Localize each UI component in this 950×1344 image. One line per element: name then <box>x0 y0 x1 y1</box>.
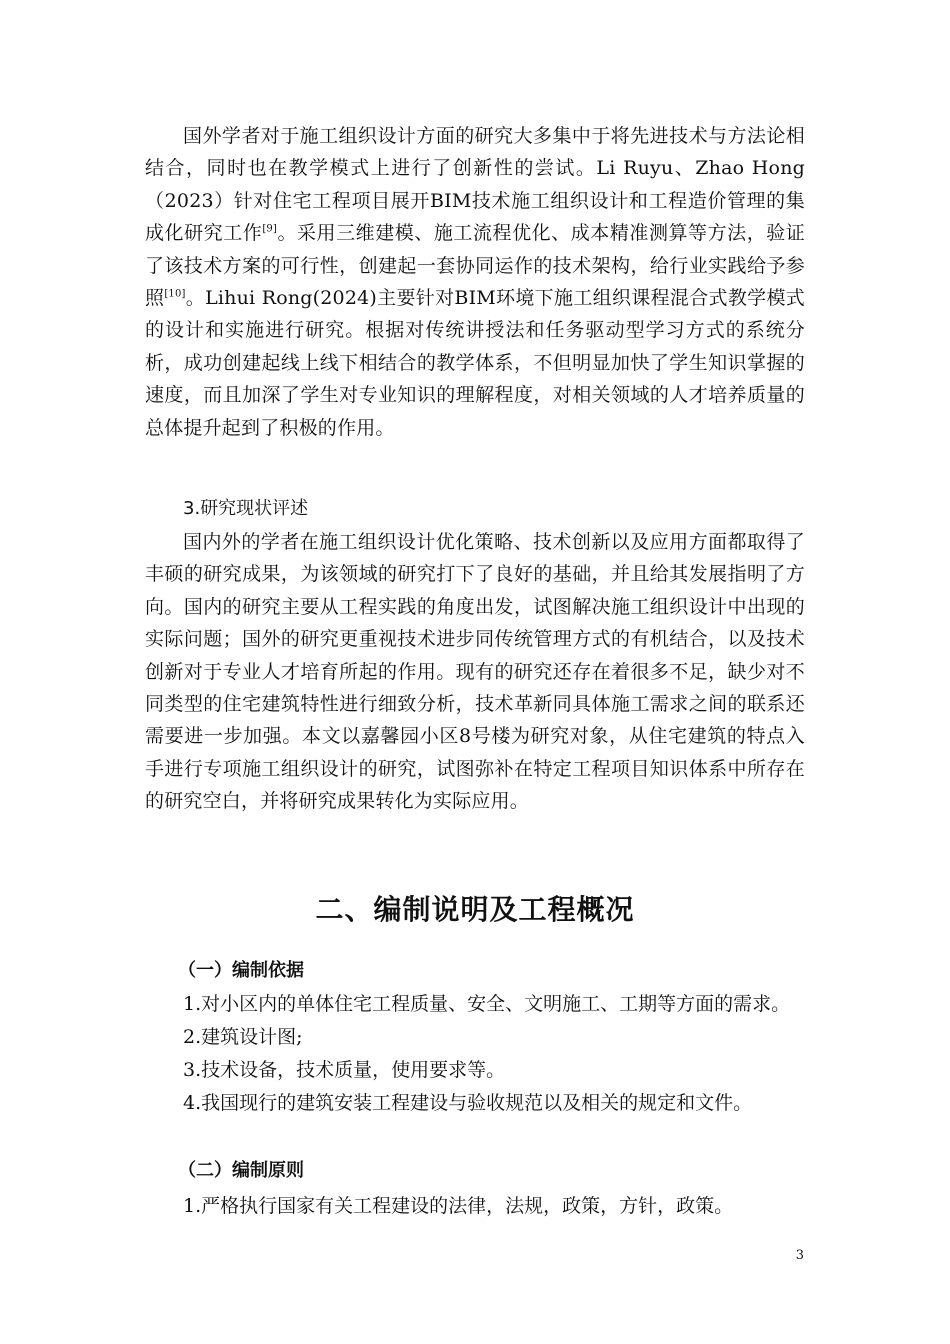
list-item: 3.技术设备，技术质量，使用要求等。 <box>183 1059 506 1081</box>
paragraph-foreign-part2: 。采用三维建模、施工流程优化、成本精准测算等方法，验证了该技术方案的可行性，创建起一套协同运作的技术架构，给行业实践给予参照 <box>145 222 806 310</box>
list-item: 1.对小区内的单体住宅工程质量、安全、文明施工、工期等方面的需求。 <box>183 993 791 1015</box>
list-item: 4.我国现行的建筑安装工程建设与验收规范以及相关的规定和文件。 <box>183 1092 753 1114</box>
principles-list <box>183 1190 733 1223</box>
page-number: 3 <box>795 1248 804 1263</box>
basis-list <box>183 988 790 1120</box>
subsection-title-review: 3.研究现状评述 <box>183 498 309 519</box>
chapter-title: 二、编制说明及工程概况 <box>315 893 635 926</box>
list-item: 2.建筑设计图; <box>183 1026 303 1048</box>
list-item: 1.严格执行国家有关工程建设的法律，法规，政策，方针，政策。 <box>183 1195 734 1217</box>
paragraph-foreign-research <box>145 120 805 444</box>
paragraph-foreign-part3: 。Lihui Rong(2024)主要针对BIM环境下施工组织课程混合式教学模式的设计和实施进行研究。根据对传统讲授法和任务驱动型学习方式的系统分析，成功创建起线上线下相结合的教学体系，不但明显加快了学生知识掌握的速度，而且加深了学生对专业知识的理解程度，对相关领域的人才培养质量的总体提升起到了积极的作用。 <box>145 287 806 439</box>
paragraph-review: 国内外的学者在施工组织设计优化策略、技术创新以及应用方面都取得了丰硕的研究成果，为该领域的研究打下了良好的基础，并且给其发展指明了方向。国内的研究主要从工程实践的角度出发，试图解决施工组织设计中出现的实际问题；国外的研究更重视技术进步同传统管理方式的有机结合，以及技术创新对于专业人才培育所起的作用。现有的研究还存在着很多不足，缺少对不同类型的住宅建筑特性进行细致分析，技术革新同具体施工需求之间的联系还需要进一步加强。本文以嘉馨园小区8号楼为研究对象，从住宅建筑的特点入手进行专项施工组织设计的研究，试图弥补在特定工程项目知识体系中所存在的研究空白，并将研究成果转化为实际应用。 <box>145 531 805 813</box>
citation-10: [10] <box>164 288 186 300</box>
section-heading-basis: （一）编制依据 <box>178 960 304 981</box>
citation-9: [9] <box>262 223 278 235</box>
paragraph-foreign-part1: 国外学者对于施工组织设计方面的研究大多集中于将先进技术与方法论相结合，同时也在教学模式上进行了创新性的尝试。Li Ruyu、Zhao Hong（2023）针对住宅工程项目展开BIM技术施工组织设计和工程造价管理的集成化研究工作 <box>145 125 805 245</box>
section-heading-principles: （二）编制原则 <box>178 1160 304 1181</box>
